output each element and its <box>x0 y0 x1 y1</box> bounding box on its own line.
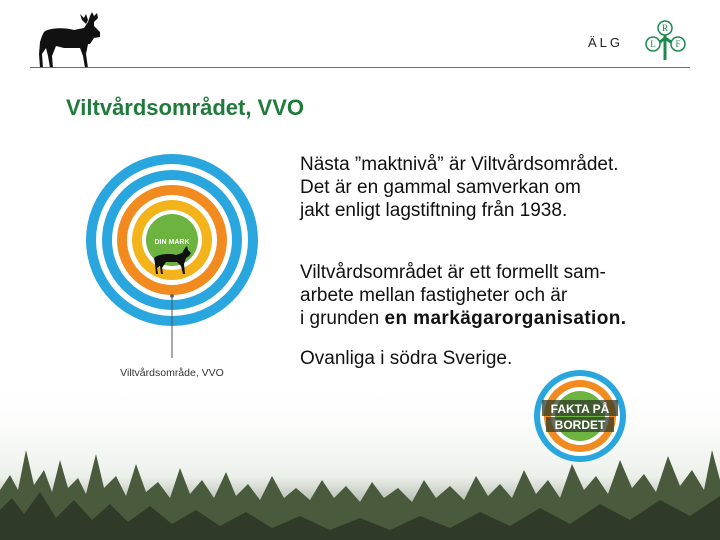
paragraph-cooperation <box>300 261 626 330</box>
lrf-letter-f: F <box>675 39 681 49</box>
fakta-pa-bordet-badge <box>532 368 628 464</box>
text-segment: i grunden <box>300 308 385 329</box>
paragraph-intro <box>300 153 619 222</box>
lrf-logo-icon <box>640 20 690 62</box>
text-line: jakt enligt lagstiftning från 1938. <box>300 200 568 221</box>
page-title: Viltvårdsområdet, VVO <box>66 95 305 120</box>
diagram-caption: Viltvårdsområde, VVO <box>120 367 224 379</box>
lrf-letter-r: R <box>661 23 669 33</box>
header-brand-text: ÄLG <box>588 35 624 50</box>
badge-line-1: FAKTA PÅ <box>550 402 610 416</box>
lrf-letter-l: L <box>650 39 656 49</box>
text-line: arbete mellan fastigheter och är <box>300 285 568 306</box>
text-line: Nästa ”maktnivå” är Viltvårdsområdet. <box>300 154 619 175</box>
text-line: Viltvårdsområdet är ett formellt sam- <box>300 262 606 283</box>
header-divider <box>30 67 690 68</box>
emphasis-text: en markägarorganisation. <box>384 308 627 329</box>
text-line <box>300 307 626 330</box>
text-line: Det är en gammal samverkan om <box>300 177 581 198</box>
target-center-label: DIN MARK <box>154 239 190 246</box>
badge-line-2: BORDET <box>554 418 606 432</box>
vvo-target-diagram <box>82 150 262 380</box>
moose-logo-icon <box>34 10 102 70</box>
paragraph-rarity: Ovanliga i södra Sverige. <box>300 348 513 369</box>
